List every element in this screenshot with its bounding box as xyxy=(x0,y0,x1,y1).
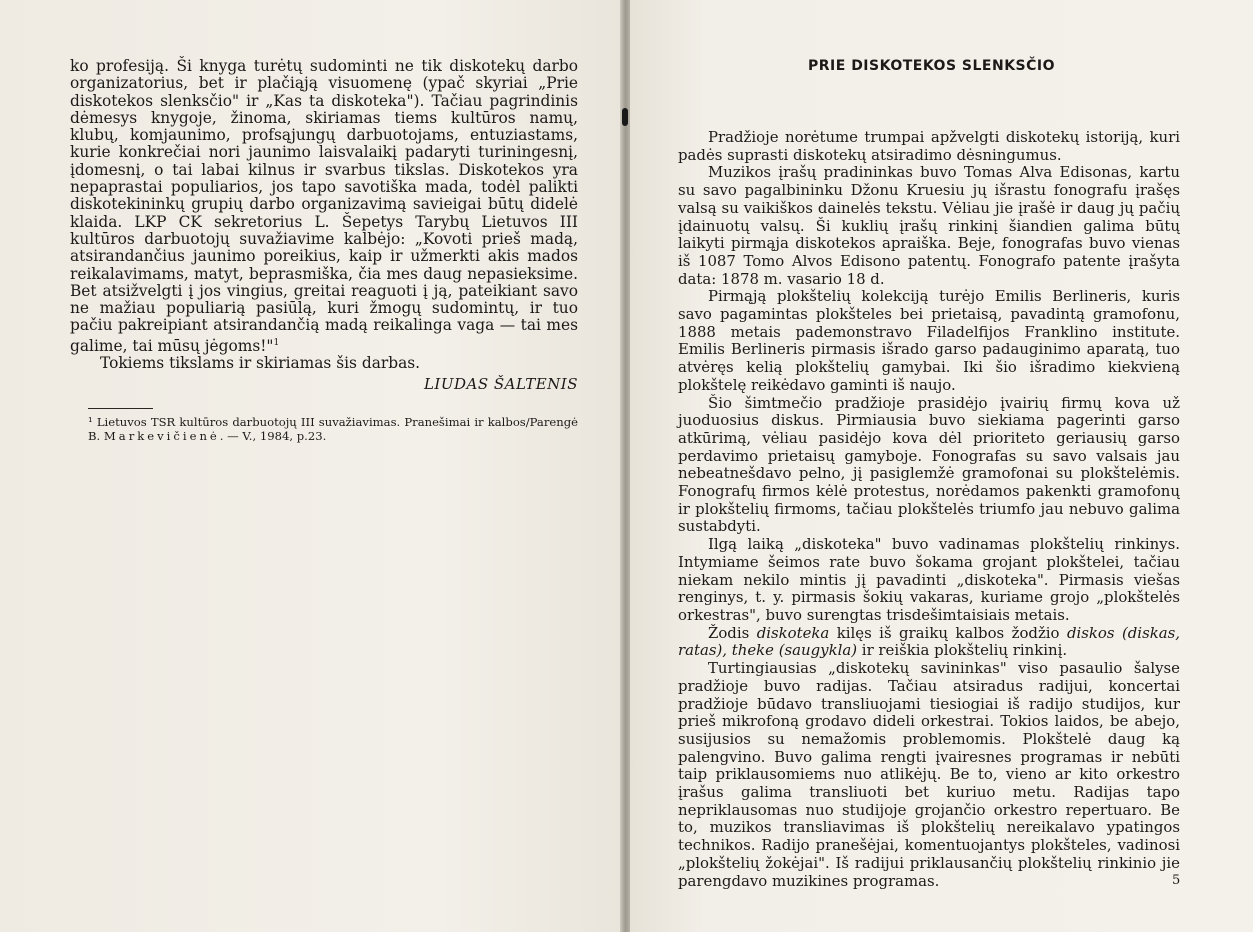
right-page-text xyxy=(678,129,1180,890)
author-signature: LIUDAS ŠALTENIS xyxy=(423,375,578,394)
left-page-text xyxy=(70,58,578,443)
paragraph-1: Pradžioje norėtume trumpai apžvelgti diskotekų istoriją, kuri padės suprasti diskotekų atsiradimo dėsningumus. xyxy=(678,128,1180,164)
paragraph-6: Turtingiausias „diskotekų savininkas" viso pasaulio šalyse pradžioje buvo radijas. Tačiau atsiradus radijui, koncertai pradžioje būdavo transliuojami tiesiogiai iš radijo studijos, kur prieš mikrofoną grodavo dideli orkestrai. Tokios laidos, be abejo, susijusios su nemažomis problemomis. Plokštelė daug ką palengvino. Buvo galima rengti įvairesnes programas ir nebūti taip priklausomiems nuo atlikėjų. Be to, vieno ar kito orkestro įrašus galima transliuoti bet kuriuo metu. Radijas tapo nepriklausomas nuo studijoje grojančio orkestro repertuaro. Be to, muzikos transliavimas iš plokštelių nereikalavo ypatingos technikos. Radijo pranešėjai, komentuojantys plokšteles, vadinosi „plokštelių žokėjai". Iš radijui priklausančių plokštelių rinkinio jie parengdavo muzikines programas. xyxy=(678,659,1180,890)
paragraph-etymology: Žodis diskoteka kilęs iš graikų kalbos žodžio diskos (diskas, ratas), theke (saugykla) ir reiškia plokštelių rinkinį. xyxy=(678,623,1180,660)
continuation-paragraph: ko profesiją. Ši knyga turėtų sudominti ne tik diskotekų darbo organizatorius, bet ir plačiąją visuomenę (ypač skyriai „Prie diskotekos slenksčio" ir „Kas ta diskoteka"). Tačiau pagrindinis dėmesys knygoje, žinoma, skiriamas tiems kultūros namų, klubų, komjaunimo, profsąjungų darbuotojams, entuziastams, kurie konkrečiai nori jaunimo laisvalaikį padaryti turiningesnį, įdomesnį, o tai labai kilnus ir svarbus tikslas. Diskotekos yra nepaprastai populiarios, jos tapo savotiška mada, todėl palikti diskotekininkų grupių darbo organizavimą savieigai būtų didelė klaida. LKP CK sekretorius L. Šepetys Tarybų Lietuvos III kultūros darbuotojų suvažiavime kalbėjo: „Kovoti prieš madą, atsirandančius jaunimo poreikius, kaip ir užmerkti akis mados reikalavimams, matyt, beprasmiška, čia mes daug nepasieksime. Bet atsižvelgti į jos vingius, greitai reaguoti į ją, pateikiant savo ne mažiau populiarią pasiūlą, kuri žmogų sudomintų, ir tuo pačiu pakreipiant atsirandančią madą reikalinga vaga — tai mes galime, tai mūsų jėgoms!"$^1$ xyxy=(70,57,578,355)
chapter-title: PRIE DISKOTEKOS SLENKSČIO xyxy=(808,58,1056,74)
term-diskoteka: diskoteka xyxy=(756,623,830,642)
footnote-editor-name: Markevičienė xyxy=(103,428,220,443)
closing-paragraph: Tokiems tikslams ir skiriamas šis darbas. xyxy=(100,354,421,373)
paragraph-3: Pirmąją plokštelių kolekciją turėjo Emilis Berlineris, kuris savo pagamintas plokšteles bei prietaisą, pavadintą gramofonu, 1888 metais pademonstravo Filadelfijos Franklino institute. Emilis Berlineris pirmasis išrado garso padauginimo aparatą, tuo atvėręs kelią plokštelių gamybai. Iki šio išradimo kiekvieną plokštelę reikėdavo gaminti iš naujo. xyxy=(678,287,1180,394)
page-number: 5 xyxy=(1172,873,1181,888)
left-page xyxy=(0,0,622,932)
binding-mark xyxy=(622,108,628,126)
footnote xyxy=(70,415,578,443)
term-source-words: diskos (diskas, ratas), theke (saugykla) xyxy=(678,623,1180,660)
footnote-text-b: . — V., 1984, p.23. xyxy=(219,428,327,443)
footnote-marker: ¹ xyxy=(88,414,93,429)
footnote-divider xyxy=(88,408,153,409)
footnote-reference: 1 xyxy=(273,337,280,348)
paragraph-2: Muzikos įrašų pradininkas buvo Tomas Alva Edisonas, kartu su savo pagalbininku Džonu Kruesiu jų išrastu fonografu įrašęs valsą su vaikiškos dainelės tekstu. Vėliau jie įrašė ir daug jų pačių įdainuotų valsų. Ši kuklių įrašų rinkinį šiandien galima būtų laikyti pirmąja diskotekos apraiška. Beje, fonografas buvo vienas iš 1087 Tomo Alvos Edisono patentų. Fonografo patente įrašyta data: 1878 m. vasario 18 d. xyxy=(678,163,1180,288)
paragraph-4: Šio šimtmečio pradžioje prasidėjo įvairių firmų kova už juoduosius diskus. Pirmiausia buvo siekiama pagerinti garso atkūrimą, vėliau pasidėjo kova dėl prioriteto geriausių garso perdavimo prietaisų gamyboje. Fonografas su savo valsais jau nebeatnešdavo pelno, jį pasiglemžė gramofonai su plokštelėmis. Fonografų firmos kėlė protestus, norėdamos pakenkti gramofonų ir plokštelių firmoms, tačiau plokštelės triumfo jau nebuvo galima sustabdyti. xyxy=(678,393,1180,536)
footnote-text-a: Lietuvos TSR kultūros darbuotojų III suvažiavimas. Pranešimai ir kalbos/Parengė B. xyxy=(88,414,578,443)
paragraph-5: Ilgą laiką „diskoteka" buvo vadinamas plokštelių rinkinys. Intymiame šeimos rate buvo šokama grojant plokštelei, tačiau niekam nekilo mintis jį pavadinti „diskoteka". Pirmasis viešas renginys, t. y. pirmasis šokių vakaras, kuriame grojo „plokštelės orkestras", buvo surengtas trisdešimtaisiais metais. xyxy=(678,535,1180,624)
